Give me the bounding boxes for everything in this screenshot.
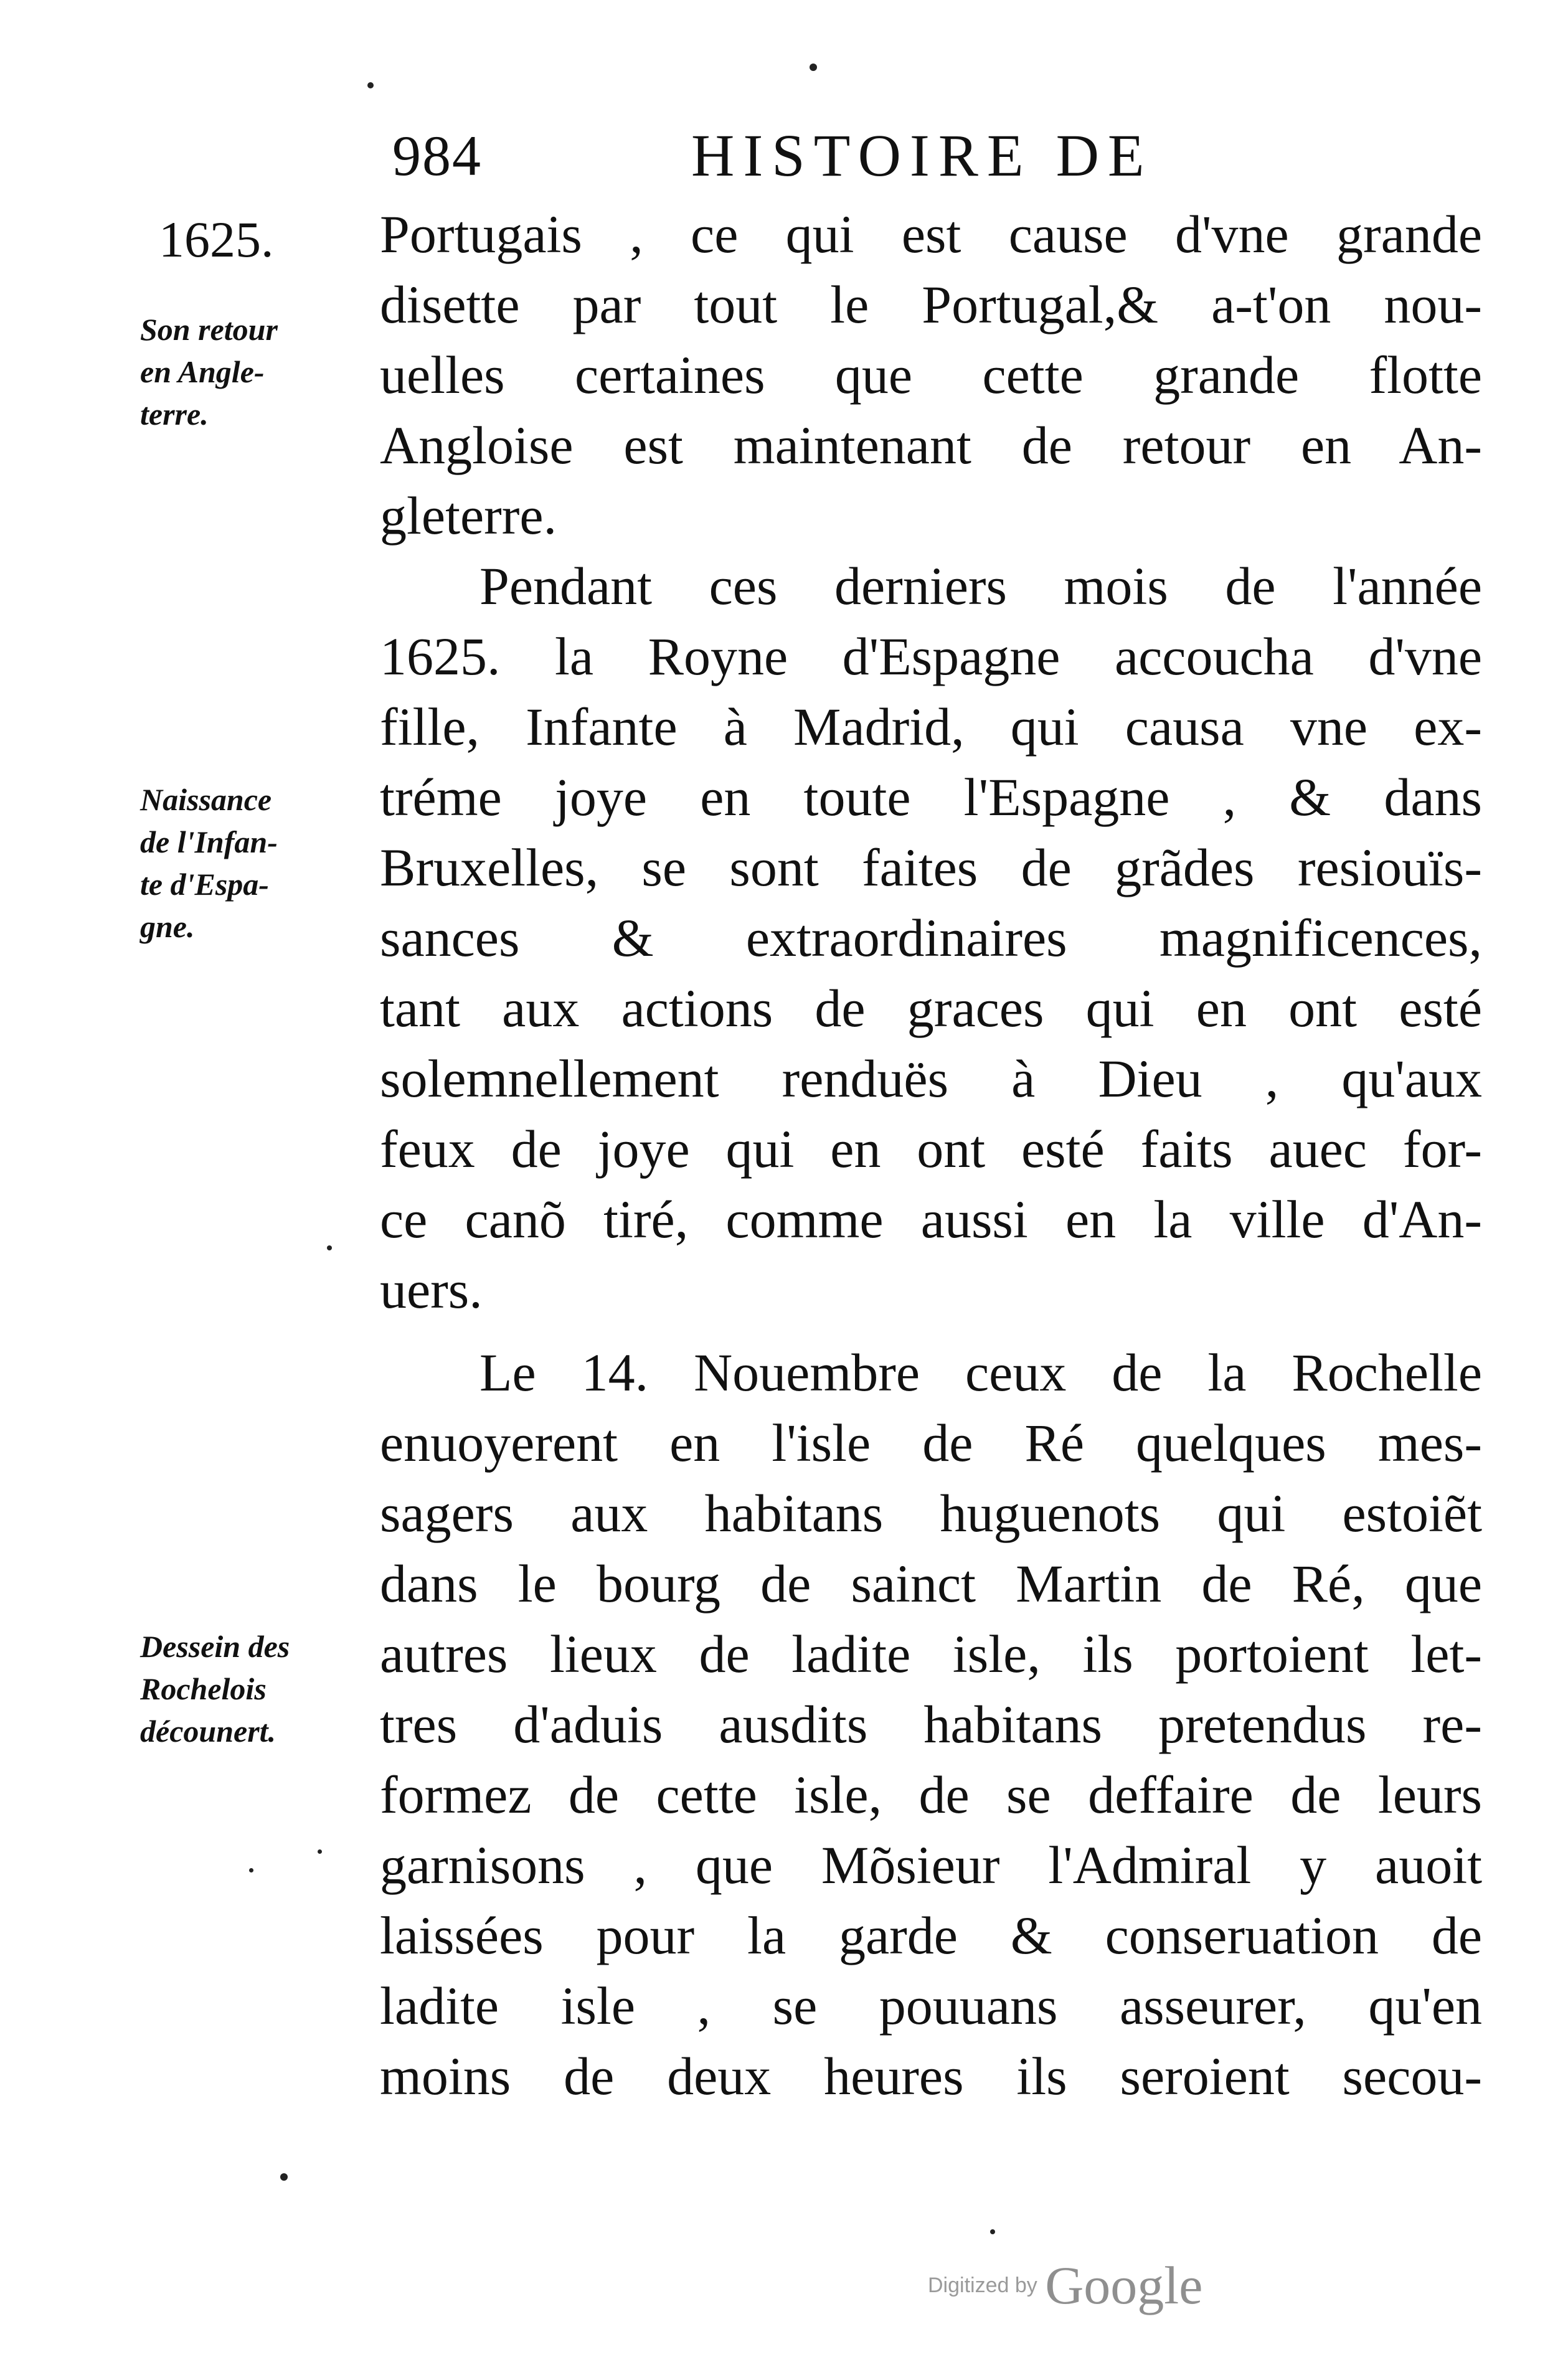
- text-line: gleterre.: [380, 486, 557, 545]
- text-line: tant aux actions de graces qui en ont esté: [380, 978, 1482, 1038]
- margin-note-line: Naissance: [140, 782, 272, 817]
- digitized-label: Digitized by: [928, 2273, 1037, 2297]
- ink-speck: [327, 1245, 332, 1250]
- margin-note-line: te d'Espa-: [140, 867, 269, 902]
- text-line: feux de joye qui en ont esté faits auec for-: [380, 1119, 1482, 1179]
- ink-speck: [367, 82, 374, 88]
- margin-note-line: décounert.: [140, 1714, 276, 1749]
- paragraph-gap: [380, 1325, 1482, 1338]
- text-line: disette par tout le Portugal,& a-t'on nou-: [380, 275, 1482, 334]
- text-line: tres d'aduis ausdits habitans pretendus re-: [380, 1694, 1482, 1754]
- ink-speck: [810, 64, 817, 71]
- margin-note-line: gne.: [140, 909, 195, 944]
- text-line: laissées pour la garde & conseruation de: [380, 1905, 1482, 1965]
- ink-speck: [280, 2173, 288, 2181]
- text-line: 1625. la Royne d'Espagne accoucha d'vne: [380, 626, 1482, 686]
- text-line: sagers aux habitans huguenots qui estoiẽt: [380, 1483, 1482, 1543]
- text-line: Le 14. Nouembre ceux de la Rochelle: [479, 1343, 1482, 1402]
- paragraph-rochelle-messengers: [380, 1338, 1482, 2112]
- text-line: Bruxelles, se sont faites de grãdes resiouïs-: [380, 838, 1482, 897]
- text-line: Angloise est maintenant de retour en An-: [380, 415, 1482, 475]
- text-line: Pendant ces derniers mois de l'année: [479, 556, 1482, 616]
- text-line: enuoyerent en l'isle de Ré quelques mes-: [380, 1413, 1482, 1473]
- text-line: uelles certaines que cette grande flotte: [380, 345, 1482, 405]
- google-logo: Google: [1045, 2255, 1203, 2315]
- margin-note-line: Dessein des: [140, 1629, 290, 1664]
- text-line: moins de deux heures ils seroient secou-: [380, 2046, 1482, 2106]
- text-line: solemnellement renduës à Dieu , qu'aux: [380, 1049, 1482, 1108]
- margin-note-line: de l'Infan-: [140, 824, 278, 859]
- text-line: ladite isle , se pouuans asseurer, qu'en: [380, 1976, 1482, 2036]
- text-line: uers.: [380, 1260, 483, 1320]
- main-text: [380, 199, 1482, 2112]
- margin-note-line: terre.: [140, 397, 209, 432]
- ink-speck: [318, 1849, 322, 1854]
- ink-speck: [249, 1868, 253, 1872]
- year-marker: 1625.: [159, 211, 274, 268]
- text-line: sances & extraordinaires magnificences,: [380, 908, 1482, 968]
- digitized-by-google-watermark: [928, 2254, 1202, 2316]
- text-line: fille, Infante à Madrid, qui causa vne ex-: [380, 697, 1482, 757]
- ink-speck: [990, 2229, 995, 2234]
- margin-note-rochelle-plan: [140, 1625, 364, 1752]
- text-line: garnisons , que Mõsieur l'Admiral y auoit: [380, 1835, 1482, 1895]
- text-line: dans le bourg de sainct Martin de Ré, que: [380, 1554, 1482, 1613]
- text-line: formez de cette isle, de se deffaire de leurs: [380, 1765, 1482, 1825]
- text-line: Portugais , ce qui est cause d'vne grande: [380, 204, 1482, 264]
- text-line: autres lieux de ladite isle, ils portoient let-: [380, 1624, 1482, 1684]
- margin-note-line: Son retour: [140, 312, 278, 347]
- page-header: [392, 118, 1470, 193]
- paragraph-infanta-birth: [380, 551, 1482, 1325]
- running-title: HISTOIRE DE: [691, 122, 1153, 189]
- margin-note-line: Rochelois: [140, 1671, 267, 1706]
- page-number: 984: [392, 124, 482, 187]
- text-line: ce canõ tiré, comme aussi en la ville d'An-: [380, 1189, 1482, 1249]
- margin-note-birth-of-infanta: [140, 778, 364, 948]
- text-line: tréme joye en toute l'Espagne , & dans: [380, 767, 1482, 827]
- margin-note-return-to-england: [140, 308, 364, 435]
- margin-note-line: en Angle-: [140, 354, 265, 389]
- paragraph-portuguese-fleet: [380, 199, 1482, 551]
